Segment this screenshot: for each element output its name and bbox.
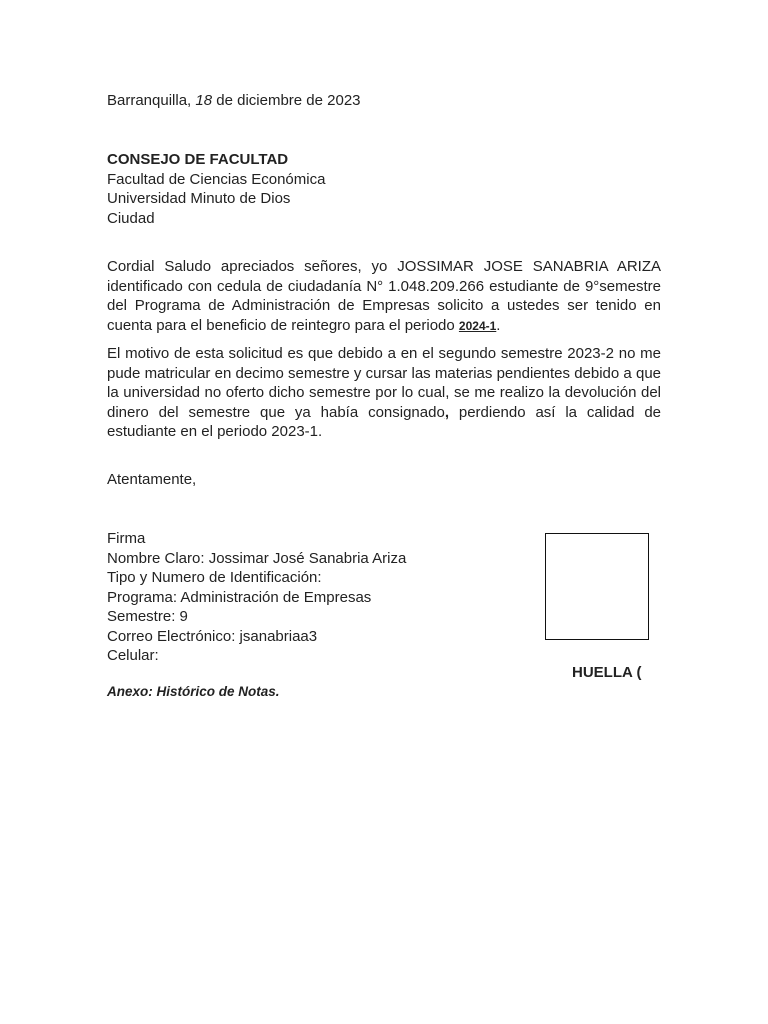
body-paragraph-2 xyxy=(107,344,661,442)
paragraph-1-end: . xyxy=(496,316,501,334)
paragraph-1-text: Cordial Saludo apreciados señores, yo JOSSIMAR JOSE SANABRIA ARIZA identificado con cedula de ciudadanía N° 1.048.209.266 estudiante de 9°semestre del Programa de Administración de Empresas solicito a ustedes ser tenido en cuenta para el beneficio de reintegro para el periodo xyxy=(107,258,661,334)
period-value: 2024-1 xyxy=(458,318,497,333)
recipient-block xyxy=(107,150,325,228)
recipient-faculty: Facultad de Ciencias Económica xyxy=(107,170,326,188)
date-line xyxy=(107,91,361,111)
fingerprint-label: HUELLA ( xyxy=(572,664,642,681)
paragraph-2-text-a: El motivo de esta solicitud es que debido a en el segundo semestre 2023-2 no me pude matricular en decimo semestre y cursar las materias pendientes debido a que la universidad no oferto dicho semestre por lo cual, se me realizo la devolución del dinero del semestre que ya había consignado xyxy=(107,345,661,421)
annex-note: Anexo: Histórico de Notas. xyxy=(107,684,280,699)
recipient-city: Ciudad xyxy=(107,209,155,227)
signature-block xyxy=(107,529,406,666)
signature-nombre: Nombre Claro: Jossimar José Sanabria Ariza xyxy=(107,549,407,567)
date-day: 18 xyxy=(195,92,213,109)
signature-celular: Celular: xyxy=(107,647,159,664)
signature-correo: Correo Electrónico: jsanabriaa3 xyxy=(107,627,318,645)
paragraph-2-text-b: perdiendo así la calidad de estudiante en el periodo 2023-1. xyxy=(107,403,661,440)
date-rest: de diciembre de 2023 xyxy=(212,92,361,109)
body-paragraph-1 xyxy=(107,257,661,336)
recipient-title: CONSEJO DE FACULTAD xyxy=(107,151,289,168)
recipient-university: Universidad Minuto de Dios xyxy=(107,190,291,207)
signature-firma: Firma xyxy=(107,530,146,547)
fingerprint-box xyxy=(545,533,649,640)
signature-programa: Programa: Administración de Empresas xyxy=(107,588,372,606)
signature-tipo: Tipo y Numero de Identificación: xyxy=(107,569,322,586)
signature-semestre: Semestre: 9 xyxy=(107,608,188,625)
date-city: Barranquilla, xyxy=(107,92,196,109)
underlined-comma: , xyxy=(444,403,449,421)
closing: Atentamente, xyxy=(107,471,197,488)
